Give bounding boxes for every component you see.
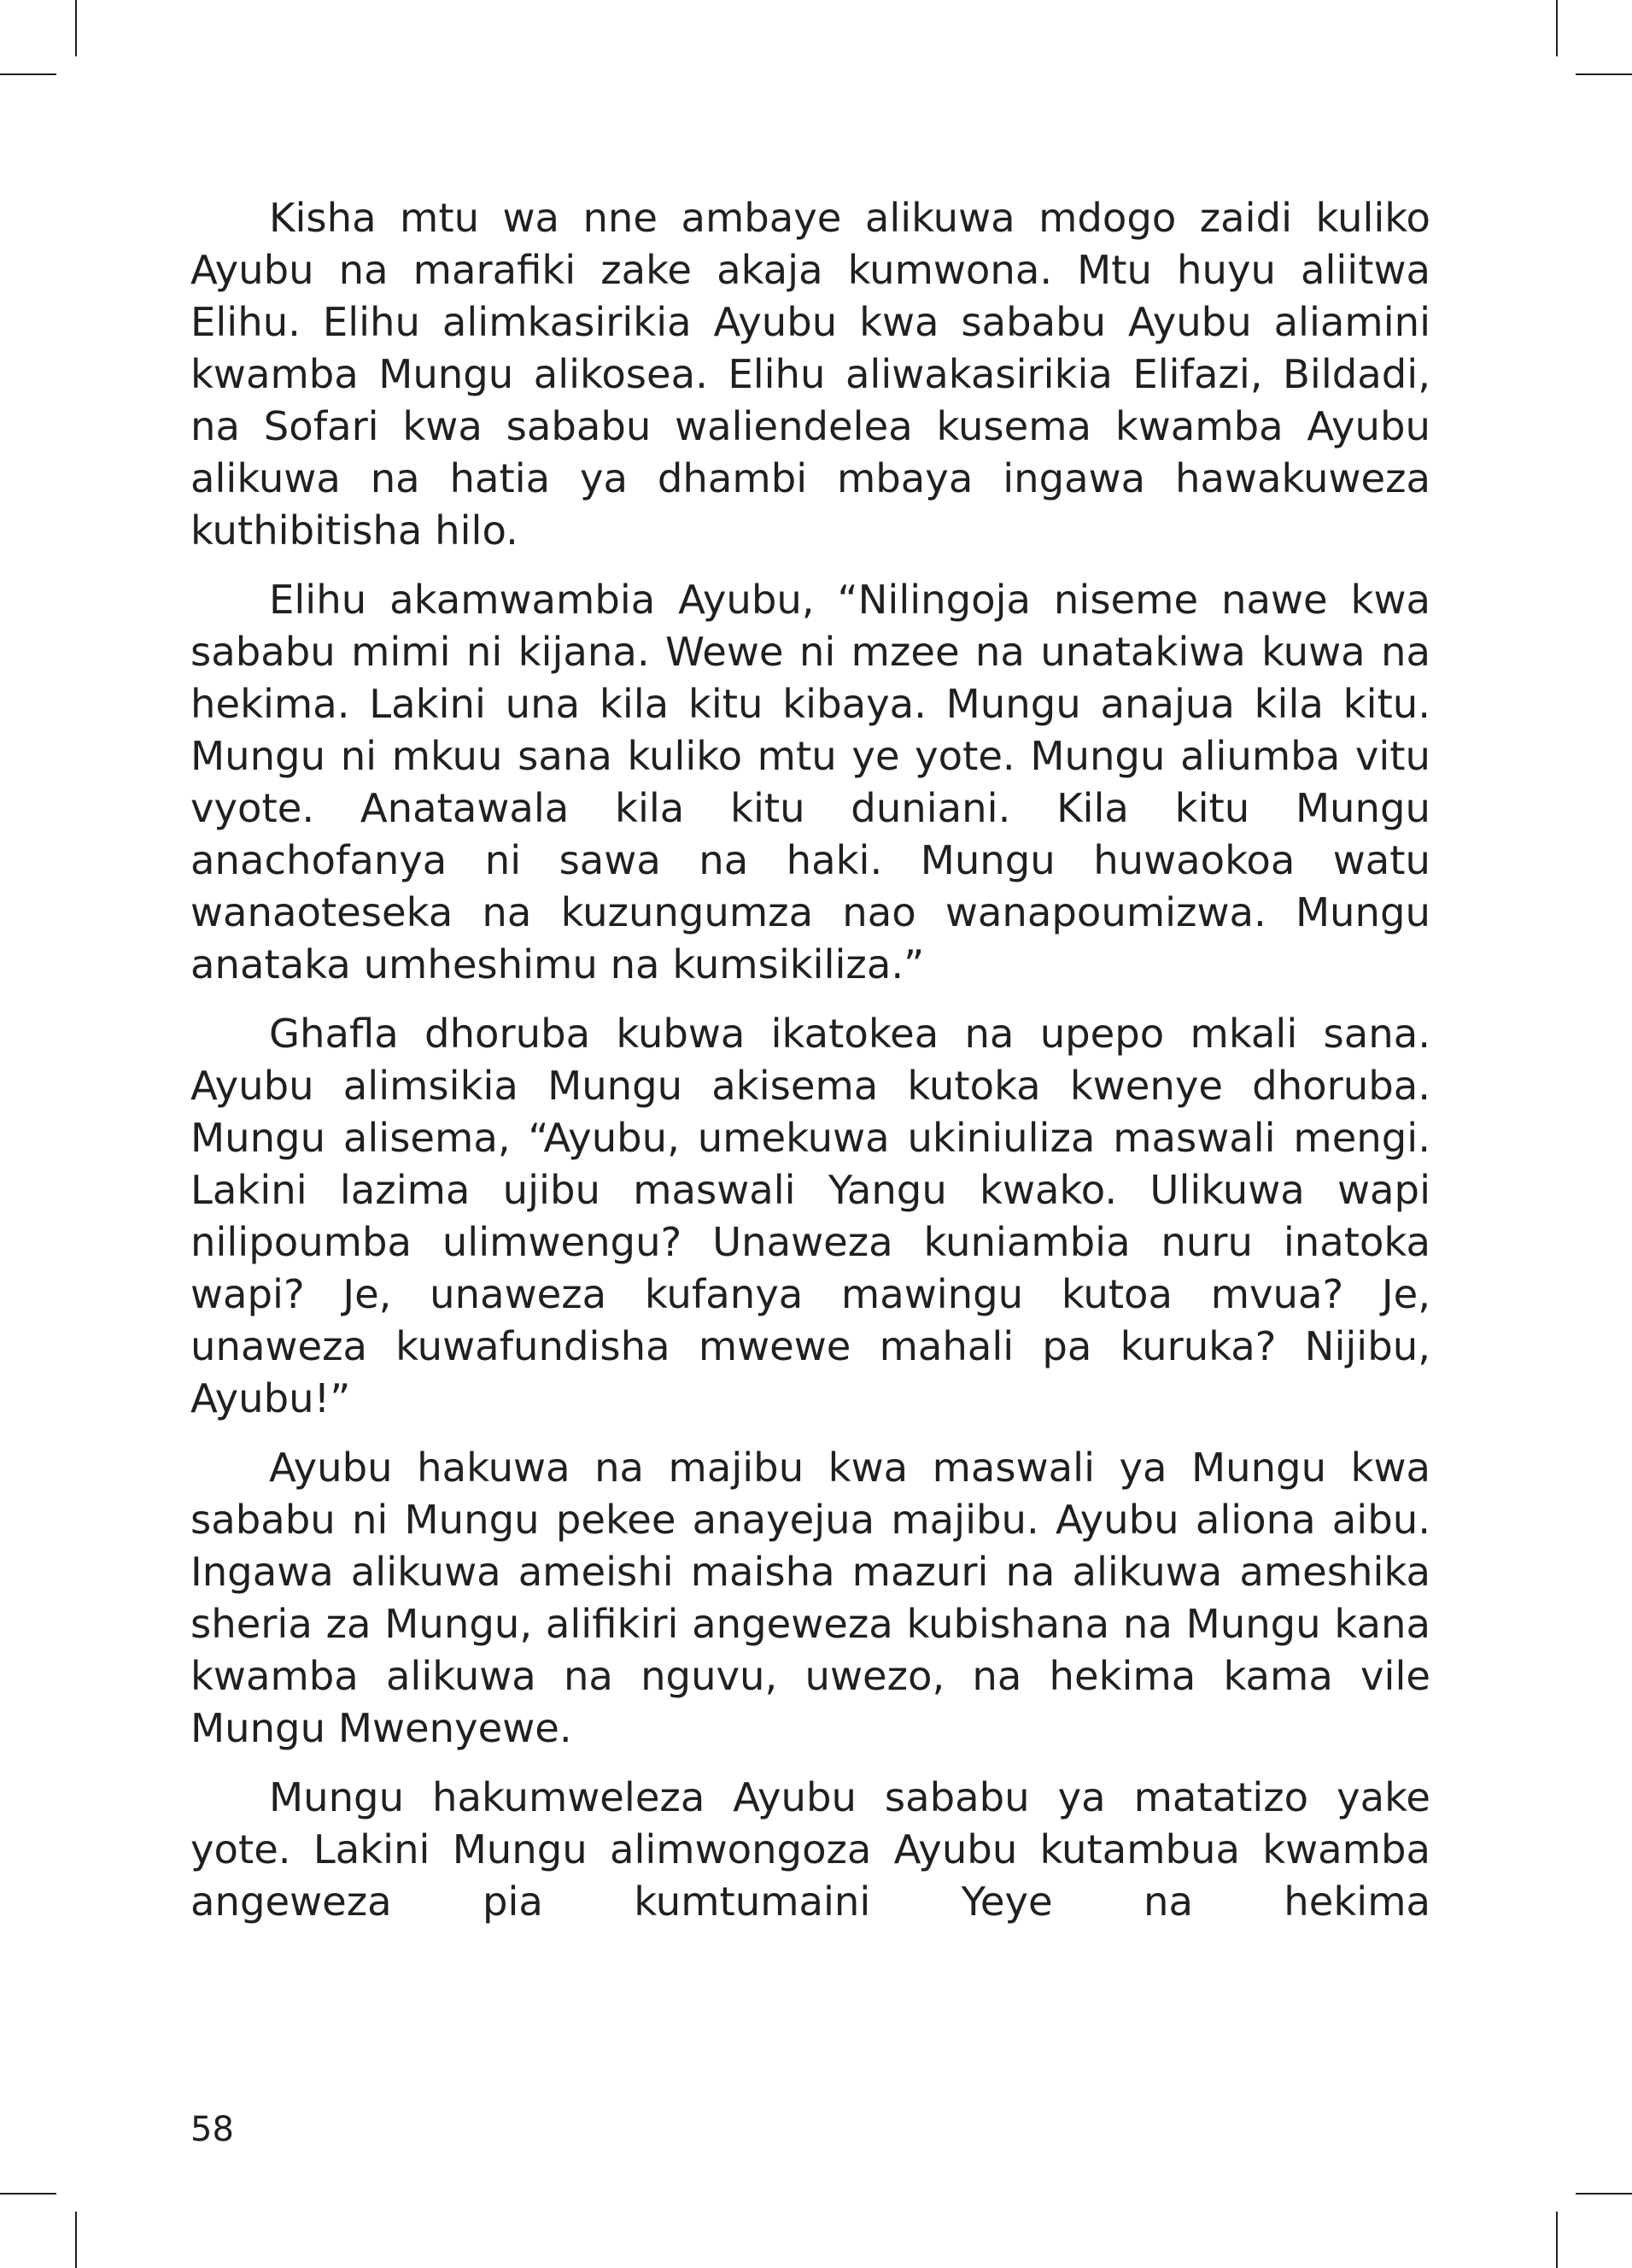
crop-mark-top-left-horizontal: [0, 73, 56, 75]
crop-mark-bottom-left-vertical: [75, 2212, 77, 2268]
crop-mark-top-left-vertical: [75, 0, 77, 56]
paragraph: Ghafla dhoruba kubwa ikatokea na upepo mkali sana. Ayubu alimsikia Mungu akisema kutoka kwenye dhoruba. Mungu alisema, “Ayubu, umekuwa ukiniuliza maswali mengi. Lakini lazima ujibu maswali Yangu kwako. Ulikuwa wapi nilipoumba ulimwengu? Unaweza kuniambia nuru inatoka wapi? Je, unaweza kufanya mawingu kutoa mvua? Je, unaweza kuwafundisha mwewe mahali pa kuruka? Nijibu, Ayubu!”: [190, 1011, 1430, 1421]
crop-mark-top-right-horizontal: [1576, 73, 1632, 75]
crop-mark-bottom-left-horizontal: [0, 2193, 56, 2195]
page-number: 58: [190, 2110, 234, 2149]
paragraph: Kisha mtu wa nne ambaye alikuwa mdogo zaidi kuliko Ayubu na marafiki zake akaja kumwona. Mtu huyu aliitwa Elihu. Elihu alimkasirikia Ayubu kwa sababu Ayubu aliamini kwamba Mungu alikosea. Elihu aliwakasirikia Elifazi, Bildadi, na Sofari kwa sababu waliendelea kusema kwamba Ayubu alikuwa na hatia ya dhambi mbaya ingawa hawakuweza kuthibitisha hilo.: [190, 195, 1430, 554]
paragraph: Mungu hakumweleza Ayubu sababu ya matatizo yake yote. Lakini Mungu alimwongoza Ayubu kutambua kwamba angeweza pia kumtumaini Yeye na hekima: [190, 1774, 1430, 1925]
paragraph: Elihu akamwambia Ayubu, “Nilingoja niseme nawe kwa sababu mimi ni kijana. Wewe ni mzee na unatakiwa kuwa na hekima. Lakini una kila kitu kibaya. Mungu anajua kila kitu. Mungu ni mkuu sana kuliko mtu ye yote. Mungu aliumba vitu vyote. Anatawala kila kitu duniani. Kila kitu Mungu anachofanya ni sawa na haki. Mungu huwaokoa watu wanaoteseka na kuzungumza nao wanapoumizwa. Mungu anataka umheshimu na kumsikiliza.”: [190, 577, 1430, 987]
crop-mark-bottom-right-vertical: [1556, 2212, 1558, 2268]
crop-mark-top-right-vertical: [1556, 0, 1558, 56]
paragraph: Ayubu hakuwa na majibu kwa maswali ya Mungu kwa sababu ni Mungu pekee anayejua majibu. Ayubu aliona aibu. Ingawa alikuwa ameishi maisha mazuri na alikuwa ameshika sheria za Mungu, alifikiri angeweza kubishana na Mungu kana kwamba alikuwa na nguvu, uwezo, na hekima kama vile Mungu Mwenyewe.: [190, 1445, 1430, 1751]
body-text: [190, 192, 1430, 1945]
crop-mark-bottom-right-horizontal: [1576, 2193, 1632, 2195]
